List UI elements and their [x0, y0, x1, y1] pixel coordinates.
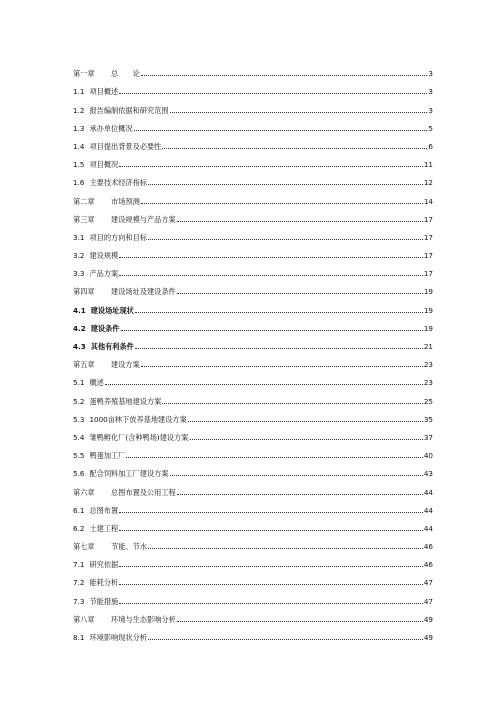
toc-dot-leader [134, 129, 428, 131]
toc-page-number: 47 [423, 596, 433, 606]
toc-dot-leader [119, 92, 427, 94]
toc-section-entry[interactable] [73, 515, 433, 533]
toc-dot-leader [105, 383, 423, 385]
toc-dot-leader [170, 474, 423, 476]
toc-entry-number: 3.2 [73, 251, 85, 261]
toc-page-number: 17 [423, 214, 433, 224]
toc-dot-leader [177, 220, 423, 222]
toc-page-number: 11 [423, 160, 433, 170]
toc-entry-number: 4.1 [73, 305, 86, 315]
toc-dot-leader [148, 547, 423, 549]
toc-section-entry[interactable] [73, 369, 433, 387]
toc-entry-title: 市场预测 [111, 196, 140, 206]
toc-section-entry[interactable] [73, 242, 433, 260]
toc-page-number: 47 [423, 578, 433, 588]
toc-dot-leader [148, 638, 423, 640]
toc-page-number: 14 [423, 196, 433, 206]
toc-dot-leader [126, 456, 422, 458]
toc-section-entry[interactable] [73, 96, 433, 114]
toc-page-number: 23 [423, 378, 433, 388]
toc-section-entry[interactable] [73, 424, 433, 442]
toc-page-number: 19 [423, 287, 433, 297]
toc-dot-leader [119, 256, 423, 258]
toc-entry-number: 7.1 [73, 560, 85, 570]
toc-entry-number: 4.3 [73, 342, 86, 351]
toc-entry-title: 1000亩林下放养基地建设方案 [89, 414, 187, 424]
toc-entry-number: 1.6 [73, 178, 85, 188]
toc-entry-number: 第七章 [73, 542, 95, 552]
toc-entry-title: 产品方案 [89, 269, 119, 279]
toc-entry-title: 总 论 [111, 69, 140, 79]
toc-section-entry[interactable] [73, 115, 433, 133]
toc-dot-leader [190, 438, 423, 440]
toc-dot-leader [135, 347, 423, 349]
toc-entry-title: 环境影响现状分析 [89, 633, 147, 642]
toc-entry-title: 建设规模 [89, 251, 119, 261]
toc-entry-number: 7.3 [73, 596, 85, 606]
toc-entry-number: 1.5 [73, 160, 85, 170]
toc-entry-title: 承办单位概况 [89, 123, 133, 133]
toc-entry-number: 5.5 [73, 451, 85, 461]
toc-entry-number: 4.2 [73, 323, 86, 333]
toc-chapter-entry[interactable] [73, 206, 433, 224]
toc-section-entry[interactable] [73, 169, 433, 187]
toc-page-number: 17 [423, 232, 433, 242]
toc-page-number: 12 [423, 178, 433, 188]
toc-page-number: 49 [423, 614, 433, 624]
toc-entry-number: 6.1 [73, 505, 85, 515]
toc-entry-title: 主要技术经济指标 [89, 178, 147, 188]
toc-page-number: 35 [423, 414, 433, 424]
toc-section-entry[interactable] [73, 133, 433, 151]
toc-entry-title: 环境与生态影响分析 [111, 614, 176, 624]
toc-section-entry[interactable] [73, 587, 433, 605]
toc-section-entry[interactable] [73, 624, 433, 642]
toc-entry-title: 能耗分析 [89, 578, 119, 588]
toc-entry-number: 5.2 [73, 396, 85, 406]
toc-entry-title: 总图布置及公用工程 [111, 487, 176, 497]
toc-dot-leader [119, 583, 423, 585]
toc-entry-title: 概述 [89, 378, 104, 388]
toc-chapter-entry[interactable] [73, 60, 433, 78]
toc-section-entry[interactable] [73, 333, 433, 351]
toc-section-entry[interactable] [73, 442, 433, 460]
toc-page-number: 21 [423, 342, 433, 351]
toc-entry-number: 1.4 [73, 141, 85, 151]
toc-page-number: 6 [428, 141, 433, 151]
toc-page-number: 44 [423, 505, 433, 515]
toc-entry-title: 建设场址及建设条件 [111, 287, 176, 297]
toc-page-number: 17 [423, 251, 433, 261]
toc-entry-number: 第三章 [73, 214, 95, 224]
toc-dot-leader [141, 74, 428, 76]
toc-dot-leader [148, 183, 423, 185]
toc-page-number: 17 [423, 269, 433, 279]
toc-section-entry[interactable] [73, 551, 433, 569]
toc-page-number: 44 [423, 487, 433, 497]
toc-section-entry[interactable] [73, 151, 433, 169]
toc-entry-title: 蛋鸭养殖基地建设方案 [89, 396, 162, 406]
toc-dot-leader [119, 565, 423, 567]
toc-dot-leader [135, 311, 423, 313]
toc-section-entry[interactable] [73, 260, 433, 278]
toc-entry-number: 5.6 [73, 469, 85, 479]
toc-page-number: 49 [423, 633, 433, 642]
toc-entry-title: 雏鸭孵化厂(含种鸭场)建设方案 [89, 432, 189, 442]
toc-entry-number: 7.2 [73, 578, 85, 588]
toc-section-entry[interactable] [73, 224, 433, 242]
toc-entry-number: 3.3 [73, 269, 85, 279]
toc-page-number: 43 [423, 469, 433, 479]
toc-page-number: 23 [423, 360, 433, 370]
toc-entry-number: 第五章 [73, 360, 95, 370]
toc-dot-leader [119, 165, 423, 167]
toc-page-number: 5 [428, 123, 433, 133]
toc-dot-leader [162, 147, 427, 149]
toc-entry-number: 第八章 [73, 614, 95, 624]
toc-entry-title: 项目的方向和目标 [89, 232, 147, 242]
toc-dot-leader [177, 292, 423, 294]
toc-page-number: 37 [423, 432, 433, 442]
toc-dot-leader [148, 238, 423, 240]
toc-page-number: 40 [423, 451, 433, 461]
toc-entry-title: 其他有利条件 [90, 342, 134, 351]
toc-dot-leader [119, 529, 423, 531]
toc-entry-title: 节能、节水 [111, 542, 147, 552]
toc-page-number: 46 [423, 560, 433, 570]
toc-page-number: 44 [423, 523, 433, 533]
toc-dot-leader [119, 274, 423, 276]
toc-page-number: 3 [428, 87, 433, 97]
toc-entry-number: 5.3 [73, 414, 85, 424]
toc-page-number: 19 [423, 323, 433, 333]
toc-entry-title: 项目概况 [89, 160, 119, 170]
toc-entry-title: 节能措施 [89, 596, 119, 606]
toc-entry-title: 建设场址现状 [90, 305, 134, 315]
toc-entry-title: 配合饲料加工厂建设方案 [89, 469, 169, 479]
toc-entry-title: 土建工程 [89, 523, 119, 533]
toc-entry-number: 8.1 [73, 633, 85, 642]
toc-section-entry[interactable] [73, 497, 433, 515]
toc-chapter-entry[interactable] [73, 533, 433, 551]
toc-section-entry[interactable] [73, 296, 433, 314]
toc-chapter-entry[interactable] [73, 278, 433, 296]
toc-entry-number: 1.2 [73, 105, 85, 115]
toc-section-entry[interactable] [73, 406, 433, 424]
toc-entry-title: 研究依据 [89, 560, 119, 570]
toc-entry-number: 第四章 [73, 287, 95, 297]
toc-dot-leader [121, 329, 423, 331]
toc-page-number: 19 [423, 305, 433, 315]
toc-dot-leader [177, 493, 423, 495]
toc-page-number: 25 [423, 396, 433, 406]
toc-entry-number: 1.3 [73, 123, 85, 133]
toc-section-entry[interactable] [73, 315, 433, 333]
toc-dot-leader [141, 202, 423, 204]
toc-page-number: 3 [428, 105, 433, 115]
toc-entry-number: 第二章 [73, 196, 95, 206]
toc-dot-leader [119, 602, 423, 604]
toc-section-entry[interactable] [73, 460, 433, 478]
toc-dot-leader [162, 402, 423, 404]
toc-entry-number: 5.4 [73, 432, 85, 442]
toc-page-number: 46 [423, 542, 433, 552]
toc-section-entry[interactable] [73, 387, 433, 405]
toc-dot-leader [177, 620, 423, 622]
toc-section-entry[interactable] [73, 569, 433, 587]
toc-entry-title: 总图布置 [89, 505, 119, 515]
table-of-contents [73, 60, 433, 642]
toc-chapter-entry[interactable] [73, 351, 433, 369]
toc-dot-leader [170, 111, 428, 113]
toc-dot-leader [119, 511, 423, 513]
toc-entry-title: 建设方案 [111, 360, 140, 370]
toc-entry-number: 5.1 [73, 378, 85, 388]
toc-entry-number: 第一章 [73, 69, 95, 79]
toc-entry-number: 第六章 [73, 487, 95, 497]
toc-entry-title: 鸭蛋加工厂 [89, 451, 126, 461]
toc-entry-title: 建设规模与产品方案 [111, 214, 176, 224]
toc-entry-title: 项目概述 [89, 87, 119, 97]
toc-chapter-entry[interactable] [73, 606, 433, 624]
toc-entry-number: 3.1 [73, 232, 85, 242]
toc-dot-leader [188, 420, 423, 422]
toc-page-number: 3 [428, 69, 433, 79]
toc-entry-number: 1.1 [73, 87, 85, 97]
toc-dot-leader [141, 365, 423, 367]
toc-entry-title: 建设条件 [90, 323, 120, 333]
toc-chapter-entry[interactable] [73, 478, 433, 496]
toc-entry-title: 报告编制依据和研究范围 [89, 105, 169, 115]
toc-entry-number: 6.2 [73, 523, 85, 533]
toc-section-entry[interactable] [73, 78, 433, 96]
toc-entry-title: 项目提出背景及必要性 [89, 141, 162, 151]
toc-chapter-entry[interactable] [73, 187, 433, 205]
